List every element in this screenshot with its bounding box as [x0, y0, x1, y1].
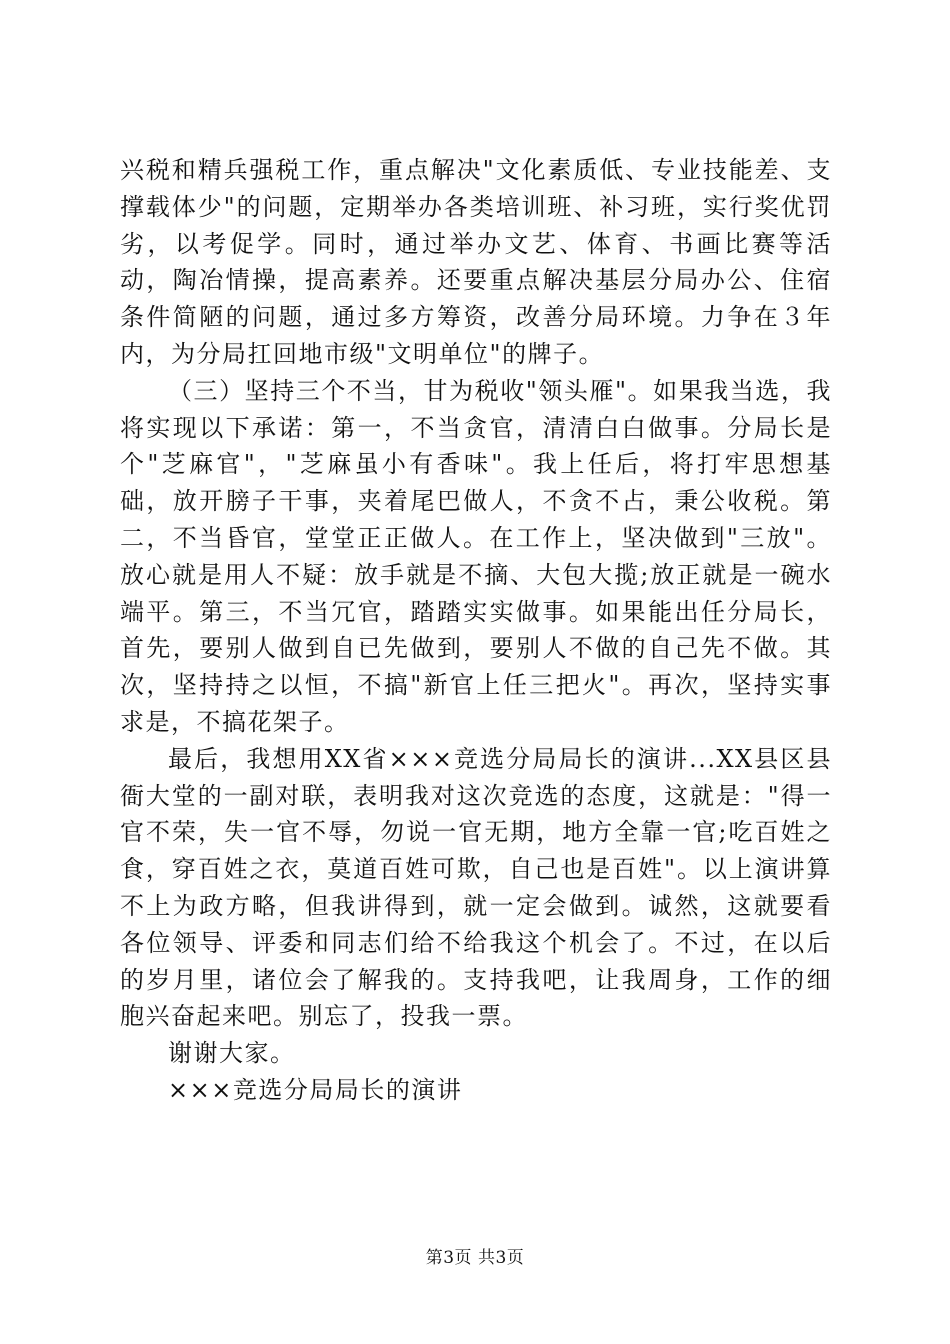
page-number-footer: 第3页 共3页: [425, 1248, 525, 1268]
closing-thanks: 谢谢大家。: [168, 1039, 296, 1068]
document-body: [120, 152, 832, 1109]
body-paragraph-3: 最后，我想用XX省×××竞选分局局长的演讲...XX县区县衙大堂的一副对联，表明我对这次竞选的态度，这就是："得一官不荣，失一官不辱，勿说一官无期，地方全靠一官;吃百姓之食，穿百姓之衣，莫道百姓可欺，自己也是百姓"。以上演讲算不上为政方略，但我讲得到，就一定会做到。诚然，这就要看各位领导、评委和同志们给不给我这个机会了。不过，在以后的岁月里，诸位会了解我的。支持我吧，让我周身，工作的细胞兴奋起来吧。别忘了，投我一票。: [120, 744, 832, 1031]
body-paragraph-2: （三）坚持三个不当，甘为税收"领头雁"。如果我当选，我将实现以下承诺：第一，不当贪官，清清白白做事。分局长是个"芝麻官"，"芝麻虽小有香味"。我上任后，将打牢思想基础，放开膀子干事，夹着尾巴做人，不贪不占，秉公收税。第二，不当昏官，堂堂正正做人。在工作上，坚决做到"三放"。放心就是用人不疑：放手就是不摘、大包大揽;放正就是一碗水端平。第三，不当冗官，踏踏实实做事。如果能出任分局长，首先，要别人做到自已先做到，要别人不做的自己先不做。其次，坚持持之以恒，不搞"新官上任三把火"。再次，坚持实事求是，不搞花架子。: [120, 376, 832, 736]
body-paragraph-1: 兴税和精兵强税工作，重点解决"文化素质低、专业技能差、支撑载体少"的问题，定期举办各类培训班、补习班，实行奖优罚劣，以考促学。同时，通过举办文艺、体育、书画比赛等活动，陶冶情操，提高素养。还要重点解决基层分局办公、住宿条件简陋的问题，通过多方筹资，改善分局环境。力争在３年内，为分局扛回地市级"文明单位"的牌子。: [120, 156, 832, 368]
closing-title: ×××竞选分局局长的演讲: [168, 1075, 463, 1104]
